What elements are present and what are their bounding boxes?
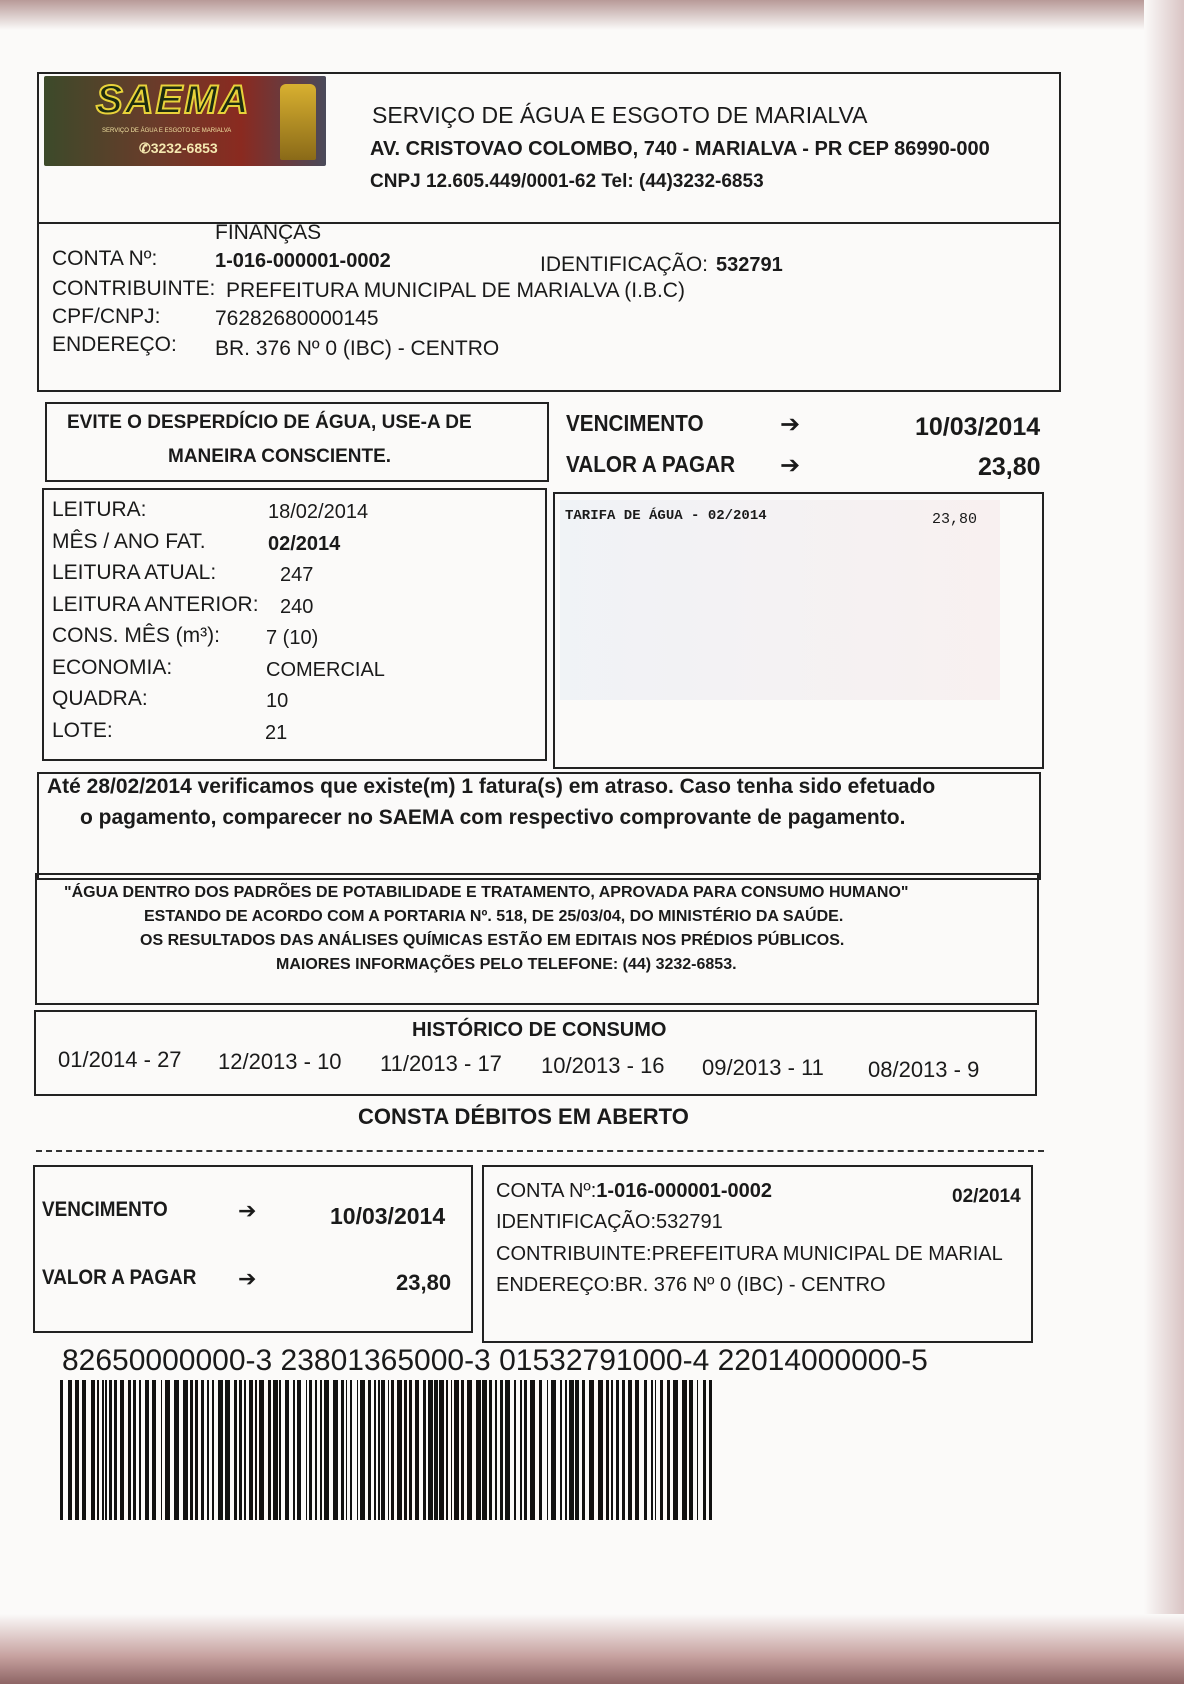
account-box	[37, 222, 1061, 392]
amount-value: 23,80	[978, 453, 1041, 481]
reading-label: CONS. MÊS (m³):	[52, 624, 220, 647]
history-item: 11/2013 - 17	[380, 1051, 502, 1076]
history-item: 10/2013 - 16	[541, 1053, 665, 1078]
reading-label: LEITURA:	[52, 498, 147, 521]
stub-period: 02/2014	[952, 1186, 1021, 1207]
barcode-digits: 82650000000-3 23801365000-3 01532791000-4 22014000000-5	[62, 1344, 928, 1377]
cpf-label: CPF/CNPJ:	[52, 305, 161, 328]
reading-label: LOTE:	[52, 718, 113, 742]
due-label: VENCIMENTO	[566, 410, 704, 436]
amount-label: VALOR A PAGAR	[566, 451, 736, 477]
scan-edge-top	[0, 0, 1184, 30]
ident-label: IDENTIFICAÇÃO:	[540, 253, 709, 276]
stub-payment-box	[33, 1165, 473, 1333]
org-address: AV. CRISTOVAO COLOMBO, 740 - MARIALVA - PR CEP 86990-000	[370, 138, 990, 160]
reading-value: 10	[266, 690, 289, 712]
org-cnpj-tel: CNPJ 12.605.449/0001-62 Tel: (44)3232-6853	[370, 171, 764, 192]
scan-edge-right	[1144, 0, 1184, 1684]
saema-logo	[44, 76, 326, 166]
message-line2: MANEIRA CONSCIENTE.	[168, 446, 392, 467]
history-item: 01/2014 - 27	[58, 1047, 182, 1072]
tariff-box	[553, 492, 1044, 769]
end-label: ENDEREÇO:	[52, 333, 177, 356]
reading-label: ECONOMIA:	[52, 655, 173, 679]
stub-due-date: 10/03/2014	[330, 1203, 446, 1229]
debts-notice: CONSTA DÉBITOS EM ABERTO	[358, 1104, 689, 1129]
overdue-line1: Até 28/02/2014 verificamos que existe(m) 1 fatura(s) em atraso. Caso tenha sido efetuado	[47, 775, 936, 798]
reading-value: 7 (10)	[266, 627, 319, 649]
stub-amount-label: VALOR A PAGAR	[42, 1266, 197, 1289]
department: FINANÇAS	[215, 221, 322, 244]
stub-ident-value: 532791	[656, 1211, 723, 1233]
stub-due-label: VENCIMENTO	[42, 1198, 168, 1221]
ident-value: 532791	[716, 254, 783, 276]
contrib-value: PREFEITURA MUNICIPAL DE MARIALVA (I.B.C)	[226, 279, 685, 302]
stub-contrib-value: PREFEITURA MUNICIPAL DE MARIAL	[651, 1243, 1003, 1265]
scan-edge-bottom	[0, 1614, 1184, 1684]
reading-label: MÊS / ANO FAT.	[52, 529, 206, 553]
logo-wordmark: SAEMA	[96, 78, 251, 122]
stub-conta-value: 1-016-000001-0002	[596, 1180, 772, 1202]
cpf-value: 76282680000145	[215, 307, 379, 330]
logo-subtitle: SERVIÇO DE ÁGUA E ESGOTO DE MARIALVA	[102, 128, 232, 134]
reading-value: COMERCIAL	[266, 658, 385, 681]
barcode	[60, 1380, 715, 1520]
stub-conta-label: CONTA Nº:	[496, 1180, 597, 1202]
water-tap-icon	[280, 84, 316, 160]
stub-end-value: BR. 376 Nº 0 (IBC) - CENTRO	[614, 1274, 886, 1296]
stub-ident-label: IDENTIFICAÇÃO:	[496, 1211, 657, 1233]
quality-line1: "ÁGUA DENTRO DOS PADRÕES DE POTABILIDADE E TRATAMENTO, APROVADA PARA CONSUMO HUMANO"	[64, 884, 909, 901]
history-item: 12/2013 - 10	[218, 1049, 342, 1074]
contrib-label: CONTRIBUINTE:	[52, 277, 216, 300]
reading-label: QUADRA:	[52, 687, 148, 710]
cut-line	[36, 1150, 1044, 1152]
arrow-icon: ➔	[780, 411, 801, 438]
history-item: 09/2013 - 11	[702, 1055, 824, 1080]
quality-line2: ESTANDO DE ACORDO COM A PORTARIA Nº. 518, DE 25/03/04, DO MINISTÉRIO DA SAÚDE.	[144, 908, 844, 925]
reading-value: 21	[265, 721, 288, 744]
arrow-icon: ➔	[238, 1266, 257, 1291]
due-date: 10/03/2014	[915, 413, 1041, 441]
conta-value: 1-016-000001-0002	[215, 250, 391, 272]
overdue-line2: o pagamento, comparecer no SAEMA com respectivo comprovante de pagamento.	[80, 806, 906, 829]
org-name: SERVIÇO DE ÁGUA E ESGOTO DE MARIALVA	[372, 102, 868, 128]
end-value: BR. 376 Nº 0 (IBC) - CENTRO	[215, 337, 500, 360]
tariff-label: TARIFA DE ÁGUA - 02/2014	[565, 508, 767, 524]
logo-phone: ✆3232-6853	[139, 140, 218, 156]
reading-value: 240	[280, 595, 314, 618]
history-item: 08/2013 - 9	[868, 1057, 980, 1082]
reading-value: 247	[280, 564, 314, 586]
reading-label: LEITURA ATUAL:	[52, 561, 217, 584]
stub-contrib-label: CONTRIBUINTE:	[496, 1243, 652, 1265]
barcode-gap	[712, 1380, 715, 1520]
stub-end-label: ENDEREÇO:	[496, 1274, 615, 1296]
conta-label: CONTA Nº:	[52, 247, 158, 270]
reading-label: LEITURA ANTERIOR:	[52, 592, 259, 616]
arrow-icon: ➔	[780, 452, 801, 479]
quality-line3: OS RESULTADOS DAS ANÁLISES QUÍMICAS ESTÃO EM EDITAIS NOS PRÉDIOS PÚBLICOS.	[140, 932, 845, 949]
tariff-value: 23,80	[932, 511, 978, 528]
message-line1: EVITE O DESPERDÍCIO DE ÁGUA, USE-A DE	[67, 412, 472, 433]
reading-value: 18/02/2014	[268, 501, 369, 523]
arrow-icon: ➔	[238, 1198, 257, 1223]
quality-line4: MAIORES INFORMAÇÕES PELO TELEFONE: (44) 3232-6853.	[276, 956, 737, 973]
reading-value: 02/2014	[268, 532, 341, 555]
history-title: HISTÓRICO DE CONSUMO	[412, 1019, 667, 1041]
stub-amount-value: 23,80	[396, 1270, 452, 1295]
